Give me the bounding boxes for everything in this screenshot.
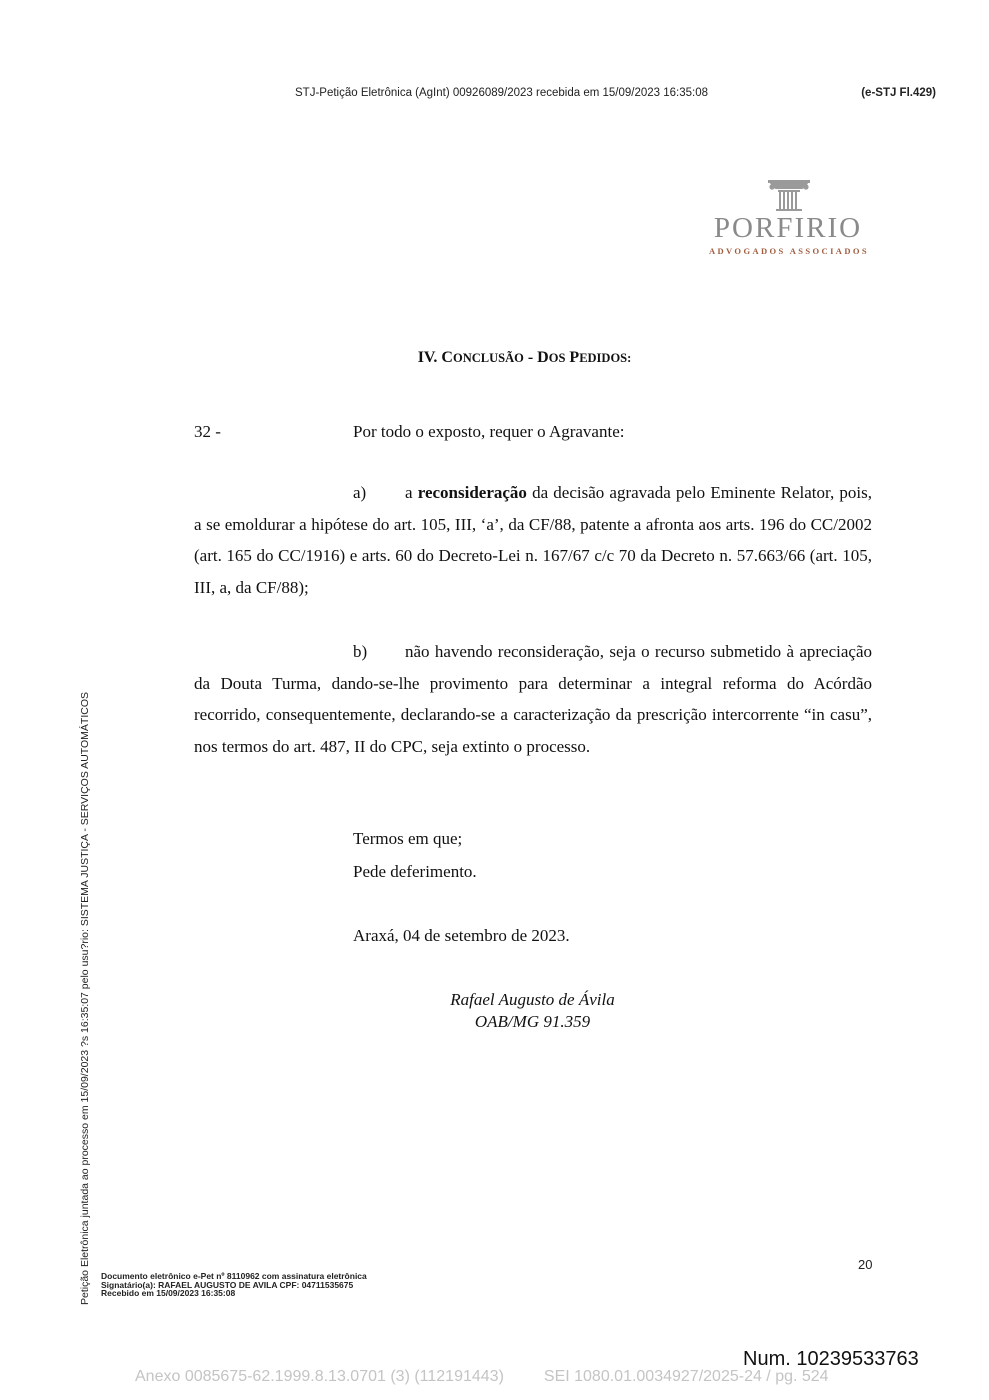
document-meta — [101, 1272, 367, 1298]
header-petition-info: STJ-Petição Eletrônica (AgInt) 00926089/2023 recebida em 15/09/2023 16:35:08 — [295, 87, 709, 99]
section-title-part: EDIDOS: — [579, 351, 632, 365]
item-a-label: a) — [353, 483, 367, 502]
closing-line-1: Termos em que; — [353, 829, 463, 848]
item-b-label: b) — [353, 642, 368, 661]
side-stamp: Petição Eletrônica juntada ao processo em 15/09/2023 ?s 16:35:07 pelo usu?rio: SISTEMA JUSTIÇA - SERVIÇOS AUTOMÁTICOS — [79, 692, 91, 1305]
item-a-prefix: a — [405, 483, 418, 502]
page-number: 20 — [858, 1257, 873, 1272]
request-item-b — [194, 636, 872, 762]
firm-logo — [700, 178, 878, 258]
annex-footer — [135, 1368, 829, 1386]
annex-right: SEI 1080.01.0034927/2025-24 / pg. 524 — [543, 1368, 829, 1385]
doc-meta-line: Signatário(a): RAFAEL AUGUSTO DE AVILA CPF: 04711535675 — [101, 1279, 354, 1290]
signature-oab: OAB/MG 91.359 — [474, 1012, 591, 1031]
section-title-part: - D — [523, 349, 549, 366]
paragraph-number: 32 - — [194, 422, 221, 441]
doc-meta-line: Documento eletrônico e-Pet nº 8110962 com assinatura eletrônica — [101, 1271, 367, 1281]
place-date: Araxá, 04 de setembro de 2023. — [353, 926, 570, 945]
firm-logo-name: PORFIRIO — [713, 212, 863, 244]
signature-name: Rafael Augusto de Ávila — [450, 990, 615, 1009]
document-number: Num. 10239533763 — [743, 1348, 919, 1370]
item-b-text: não havendo reconsideração, seja o recurso submetido à apreciação da Douta Turma, dando-se-lhe provimento para determinar a integral reforma do Acórdão recorrido, consequentemente, declarando-se a caracterização da prescrição intercorrente “in casu”, nos termos do art. 487, II do CPC, seja extinto o processo. — [194, 642, 872, 756]
header-page-ref: (e-STJ Fl.429) — [861, 87, 936, 99]
closing-line-2: Pede deferimento. — [353, 862, 477, 881]
annex-left: Anexo 0085675-62.1999.8.13.0701 (3) (112191443) — [135, 1368, 504, 1385]
item-a-bold: reconsideração — [417, 483, 527, 502]
paragraph-intro: Por todo o exposto, requer o Agravante: — [353, 422, 625, 441]
section-title-numeral: IV. C — [417, 349, 453, 366]
item-a-text: da decisão agravada pelo Eminente Relator, pois, a se emoldurar a hipótese do art. 105, III, ‘a’, da CF/88, patente a afronta aos arts. 196 do CC/2002 (art. 165 do CC/1916) e arts. 60 do Decreto-Lei n. 167/67 c/c 70 da Decreto n. 57.663/66 (art. 105, III, a, da CF/88); — [194, 483, 872, 597]
section-title-part: ONCLUSÃO — [452, 351, 524, 365]
section-title — [0, 349, 989, 367]
doc-meta-line: Recebido em 15/09/2023 16:35:08 — [101, 1288, 236, 1299]
section-title-part: OS — [548, 351, 566, 365]
section-title-part: P — [565, 349, 580, 366]
firm-logo-subtitle: ADVOGADOS ASSOCIADOS — [708, 246, 869, 256]
request-item-a — [194, 477, 872, 603]
